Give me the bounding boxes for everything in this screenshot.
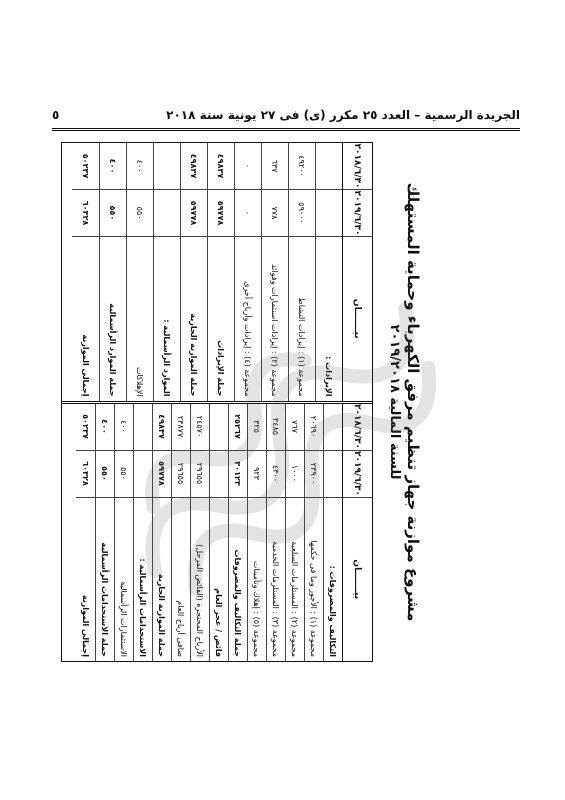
revenues-row-label: جملة الموازنة الجارية: [189, 313, 199, 397]
expenses-row-value-2019: ٦٠٣٢٨: [76, 451, 95, 498]
revenues-row-value-2018: [316, 143, 342, 190]
expenses-row-value-2018: ٢٣٨٧٧: [172, 404, 190, 451]
revenues-row-value-2019: ٥٥٠: [100, 190, 126, 237]
expenses-row-label: إجمالى الموازنة: [81, 594, 90, 657]
expenses-row: [323, 404, 342, 662]
revenues-row: [315, 143, 342, 401]
revenues-row-value-2019: ٥٩٧٧٨: [208, 190, 234, 237]
expenses-row-value-2019: ٥٩٧٧٨: [153, 451, 171, 498]
expenses-row-value-2018: ٥٠٢٣٧: [76, 404, 95, 451]
revenues-row-value-2018: ٤٠٠: [127, 143, 153, 190]
expenses-row-label: مجموعة (٢) : المستلزمات السلعية: [290, 541, 300, 657]
expenses-header-row: [342, 404, 372, 662]
revenues-row-label: جملة الموارد الرأسمالية: [108, 303, 118, 397]
revenues-row-value-2018: ٥٠٢٣٧: [72, 143, 99, 190]
expenses-row-label: مجموعة (١) : الأجور وما فى حكمها: [309, 540, 319, 657]
expenses-col-2018: ٢٠١٨/٦/٣٠: [343, 404, 372, 451]
expenses-row-label: جملة التكاليف والمصروفات: [233, 549, 243, 657]
expenses-row-value-2018: ٢٤٥٧٠: [191, 404, 209, 451]
expenses-col-label: بيـــــــان: [352, 559, 363, 600]
expenses-row-label: صافى أرباح العام: [176, 600, 186, 657]
revenues-row-label: مجموعة (٤) : إيرادات وأرباح أخرى: [243, 281, 253, 397]
revenues-row-value-2018: ٤٠٠: [100, 143, 126, 190]
expenses-row-value-2019: ٢٩٦٥٥: [172, 451, 190, 498]
revenues-row: [207, 143, 234, 401]
expenses-row: [114, 404, 133, 662]
document-title: مشروع موازنة جهاز تنظيم مرفق الكهرباء وحماية المستهلك: [404, 182, 422, 622]
revenues-row: [72, 143, 99, 401]
document-titles: [377, 142, 425, 662]
expenses-row-label: جملة الاستخدامات الرأسمالية: [100, 542, 110, 657]
expenses-row-label: الأرباح المحتجزة (الفائض المرحل): [195, 544, 205, 657]
revenues-row-value-2019: ٥٩٧٧٨: [181, 190, 207, 237]
revenues-row-value-2018: [154, 143, 180, 190]
expenses-row: [133, 404, 152, 662]
revenues-row-value-2019: ٧٧٨: [262, 190, 288, 237]
revenues-col-label: بيـــــــان: [352, 298, 363, 339]
revenues-row-label: إجمالى الموازنة: [81, 334, 90, 397]
expenses-row-value-2018: ٧٦٧: [286, 404, 304, 451]
expenses-row-value-2019: ٣٠١٢٣: [229, 451, 247, 498]
revenues-row-value-2018: ٤٩٨٣٧: [181, 143, 207, 190]
expenses-row: [95, 404, 114, 662]
revenues-row: [153, 143, 180, 401]
expenses-row: [171, 404, 190, 662]
expenses-row-value-2018: ٤٠٠: [115, 404, 133, 451]
expenses-row: [266, 404, 285, 662]
expenses-row-label: جملة الموازنة الجارية: [157, 573, 167, 657]
expenses-row-value-2018: [134, 404, 152, 451]
revenues-col-2018: ٢٠١٨/٦/٣٠: [343, 143, 372, 190]
revenues-row-label: مجموعة (٢) : إيرادات استثمارات وفوائد: [270, 263, 280, 397]
expenses-row-value-2018: [324, 404, 342, 451]
revenues-row: [180, 143, 207, 401]
revenues-row-value-2019: ٠: [235, 190, 261, 237]
revenues-header-row: [342, 143, 372, 401]
revenues-row-value-2018: ٦٣٧: [262, 143, 288, 190]
header-rule: [52, 128, 520, 131]
revenues-row-label: مجموعة (١) : إيرادات النشاط: [297, 297, 307, 397]
expenses-row-value-2018: ٢٥٢٦٧: [229, 404, 247, 451]
revenues-row-value-2018: ٤٩٢٠٠: [289, 143, 315, 190]
revenues-row-label: الإهلاكات: [135, 366, 145, 397]
expenses-row-value-2019: ٥٥٠: [96, 451, 114, 498]
revenues-row: [234, 143, 261, 401]
expenses-row-value-2018: ٣٤٨٥: [267, 404, 285, 451]
expenses-row: [285, 404, 304, 662]
expenses-row-label: مجموعة (٥) : إهلاك وتأمينات: [252, 560, 262, 657]
expenses-row: [304, 404, 323, 662]
revenues-row-label: جملة الإيرادات: [216, 340, 226, 397]
expenses-row-value-2019: [210, 451, 228, 498]
revenues-row: [126, 143, 153, 401]
expenses-row-label: مجموعة (٣) : المستلزمات الخدمية: [271, 541, 281, 657]
expenses-row-label: فائض / عجز العام: [214, 588, 224, 657]
expenses-row-value-2019: [134, 451, 152, 498]
revenues-col-2019: ٢٠١٩/٦/٣٠: [343, 190, 372, 237]
budget-table: [61, 142, 373, 662]
revenues-row-value-2018: ٠: [235, 143, 261, 190]
expenses-row-value-2019: ١٠٠٠: [286, 451, 304, 498]
expenses-row-label: الاستخدامات الرأسمالية :: [138, 558, 148, 657]
expenses-row-value-2018: ٢٠٦٩٠: [305, 404, 323, 451]
expenses-row-label: الاستثمارات الرأسمالية: [119, 581, 129, 657]
revenues-row-value-2019: ٥٥٠: [127, 190, 153, 237]
expenses-row: [209, 404, 228, 662]
expenses-row-value-2018: [210, 404, 228, 451]
page-number: ٥: [52, 108, 60, 122]
expenses-row: [228, 404, 247, 662]
expenses-row-value-2018: ٣٢٥: [248, 404, 266, 451]
expenses-row: [76, 404, 95, 662]
revenues-row-value-2019: [316, 190, 342, 237]
expenses-row-value-2018: ٤٠٠: [96, 404, 114, 451]
revenues-block: [62, 143, 372, 404]
expenses-row-value-2019: ٤٣٠٠: [267, 451, 285, 498]
expenses-col-2019: ٢٠١٩/٦/٣٠: [343, 451, 372, 498]
expenses-row-label: التكاليف والمصروفات :: [328, 565, 338, 657]
revenues-row: [261, 143, 288, 401]
document-subtitle: للسنة المالية ٢٠١٩/٢٠١٨: [387, 324, 402, 480]
revenues-row-value-2018: ٤٩٨٣٧: [208, 143, 234, 190]
revenues-row-label: الموارد الرأسمالية :: [162, 319, 172, 397]
revenues-row-value-2019: [154, 190, 180, 237]
expenses-row: [152, 404, 171, 662]
expenses-row-value-2019: ٢٣٩٠٠: [305, 451, 323, 498]
expenses-block: [62, 404, 372, 662]
rotated-budget-page: [55, 142, 425, 662]
expenses-row-value-2019: ٢٩٦٥٥: [191, 451, 209, 498]
gazette-header-title: الجريدة الرسمية – العدد ٢٥ مكرر (ى) فى ٢٧ يونية سنة ٢٠١٨: [166, 108, 520, 122]
expenses-row-value-2018: ٤٩٨٣٧: [153, 404, 171, 451]
revenues-row-label: الإيرادات :: [324, 356, 334, 397]
revenues-row: [288, 143, 315, 401]
expenses-row-value-2019: ٩٢٣: [248, 451, 266, 498]
expenses-row-value-2019: [324, 451, 342, 498]
revenues-row-value-2019: ٦٠٣٢٨: [72, 190, 99, 237]
expenses-row: [190, 404, 209, 662]
expenses-row-value-2019: ٥٥٠: [115, 451, 133, 498]
page-header: [52, 106, 520, 130]
revenues-row-value-2019: ٥٩٠٠٠: [289, 190, 315, 237]
expenses-row: [247, 404, 266, 662]
revenues-row: [99, 143, 126, 401]
